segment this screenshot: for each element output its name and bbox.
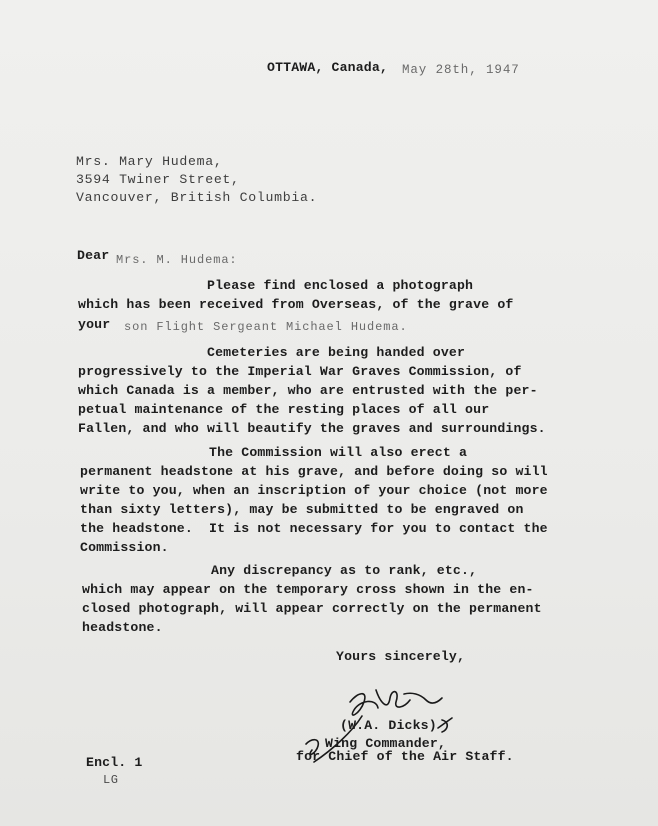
closing: Yours sincerely, <box>336 649 466 664</box>
paragraph-line: than sixty letters), may be submitted to be engraved on <box>80 502 524 517</box>
paragraph-1-your: your <box>78 317 111 332</box>
paragraph-line: Cemeteries are being handed over <box>78 345 466 360</box>
paragraph-1-filled-in: son Flight Sergeant Michael Hudema. <box>124 320 408 334</box>
paragraph-line: headstone. <box>82 620 163 635</box>
address-line: 3594 Twiner Street, <box>76 172 240 187</box>
dateline-date: May 28th, 1947 <box>402 63 520 77</box>
salutation-name: Mrs. M. Hudema: <box>116 253 238 267</box>
signatory-name: (W.A. Dicks) <box>340 718 437 733</box>
typist-initials: LG <box>103 773 119 787</box>
paragraph-line: which Canada is a member, who are entrusted with the per- <box>78 383 538 398</box>
salutation-label: Dear <box>77 248 110 263</box>
paragraph-line: Please find enclosed a photograph <box>78 278 474 293</box>
paragraph-line: Fallen, and who will beautify the graves and surroundings. <box>78 421 546 436</box>
paragraph-line: The Commission will also erect a <box>80 445 468 460</box>
dateline-place: OTTAWA, Canada, <box>267 60 388 75</box>
signatory-title: for Chief of the Air Staff. <box>296 749 514 764</box>
address-line: Vancouver, British Columbia. <box>76 190 318 205</box>
paragraph-line: the headstone. It is not necessary for you to contact the <box>80 521 548 536</box>
paragraph-line: write to you, when an inscription of your choice (not more <box>80 483 548 498</box>
paragraph-4 <box>82 561 542 637</box>
paragraph-line: permanent headstone at his grave, and before doing so will <box>80 464 548 479</box>
paragraph-line: Commission. <box>80 540 169 555</box>
paragraph-line: progressively to the Imperial War Graves Commission, of <box>78 364 522 379</box>
paragraph-line: closed photograph, will appear correctly on the permanent <box>82 601 542 616</box>
signatory-rank: Wing Commander, <box>325 736 446 751</box>
paragraph-line: which may appear on the temporary cross shown in the en- <box>82 582 534 597</box>
paragraph-line: Any discrepancy as to rank, etc., <box>82 563 478 578</box>
paragraph-1 <box>78 276 513 314</box>
paragraph-3 <box>80 443 548 557</box>
address-line: Mrs. Mary Hudema, <box>76 154 223 169</box>
paragraph-line: petual maintenance of the resting places of all our <box>78 402 490 417</box>
recipient-address <box>76 153 317 207</box>
paragraph-2 <box>78 343 546 438</box>
paragraph-line: which has been received from Overseas, of the grave of <box>78 297 514 312</box>
enclosure-note: Encl. 1 <box>86 755 143 770</box>
